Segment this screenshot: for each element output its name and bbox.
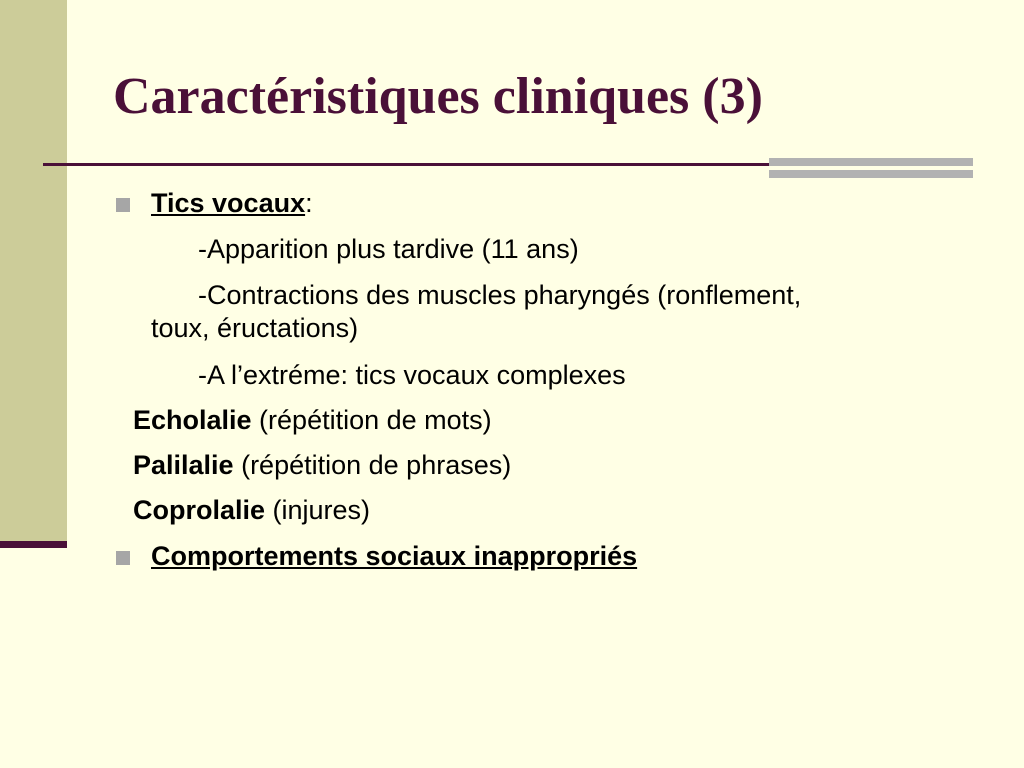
term-palilalie-label: Palilalie [133, 450, 234, 480]
term-echolalie-desc: (répétition de mots) [251, 405, 492, 435]
tics-vocaux-item-1: -Apparition plus tardive (11 ans) [198, 234, 579, 264]
square-bullet-icon [116, 198, 130, 212]
title-rule-grey-top [769, 158, 973, 166]
title-rule [43, 163, 769, 166]
tics-vocaux-line [151, 187, 313, 219]
tics-vocaux-item-2-continued: toux, éructations) [151, 313, 359, 343]
slide-title: Caractéristiques cliniques (3) [113, 68, 763, 125]
left-decor-bar [0, 0, 67, 541]
term-palilalie-desc: (répétition de phrases) [233, 450, 512, 480]
term-coprolalie-label: Coprolalie [133, 495, 266, 525]
term-echolalie-label: Echolalie [133, 405, 252, 435]
left-accent-line [0, 541, 67, 548]
tics-vocaux-item-3: -A l’extréme: tics vocaux complexes [198, 360, 626, 390]
tics-vocaux-item-2: -Contractions des muscles pharyngés (ronflement, [198, 280, 802, 310]
term-echolalie [133, 404, 492, 436]
tics-vocaux-colon: : [305, 188, 313, 218]
term-coprolalie [133, 494, 370, 526]
comportements-heading: Comportements sociaux inappropriés [151, 541, 638, 571]
term-coprolalie-desc: (injures) [265, 495, 371, 525]
square-bullet-icon [116, 551, 130, 565]
term-palilalie [133, 449, 511, 481]
title-rule-grey-bottom [769, 170, 973, 178]
tics-vocaux-heading: Tics vocaux [151, 188, 306, 218]
